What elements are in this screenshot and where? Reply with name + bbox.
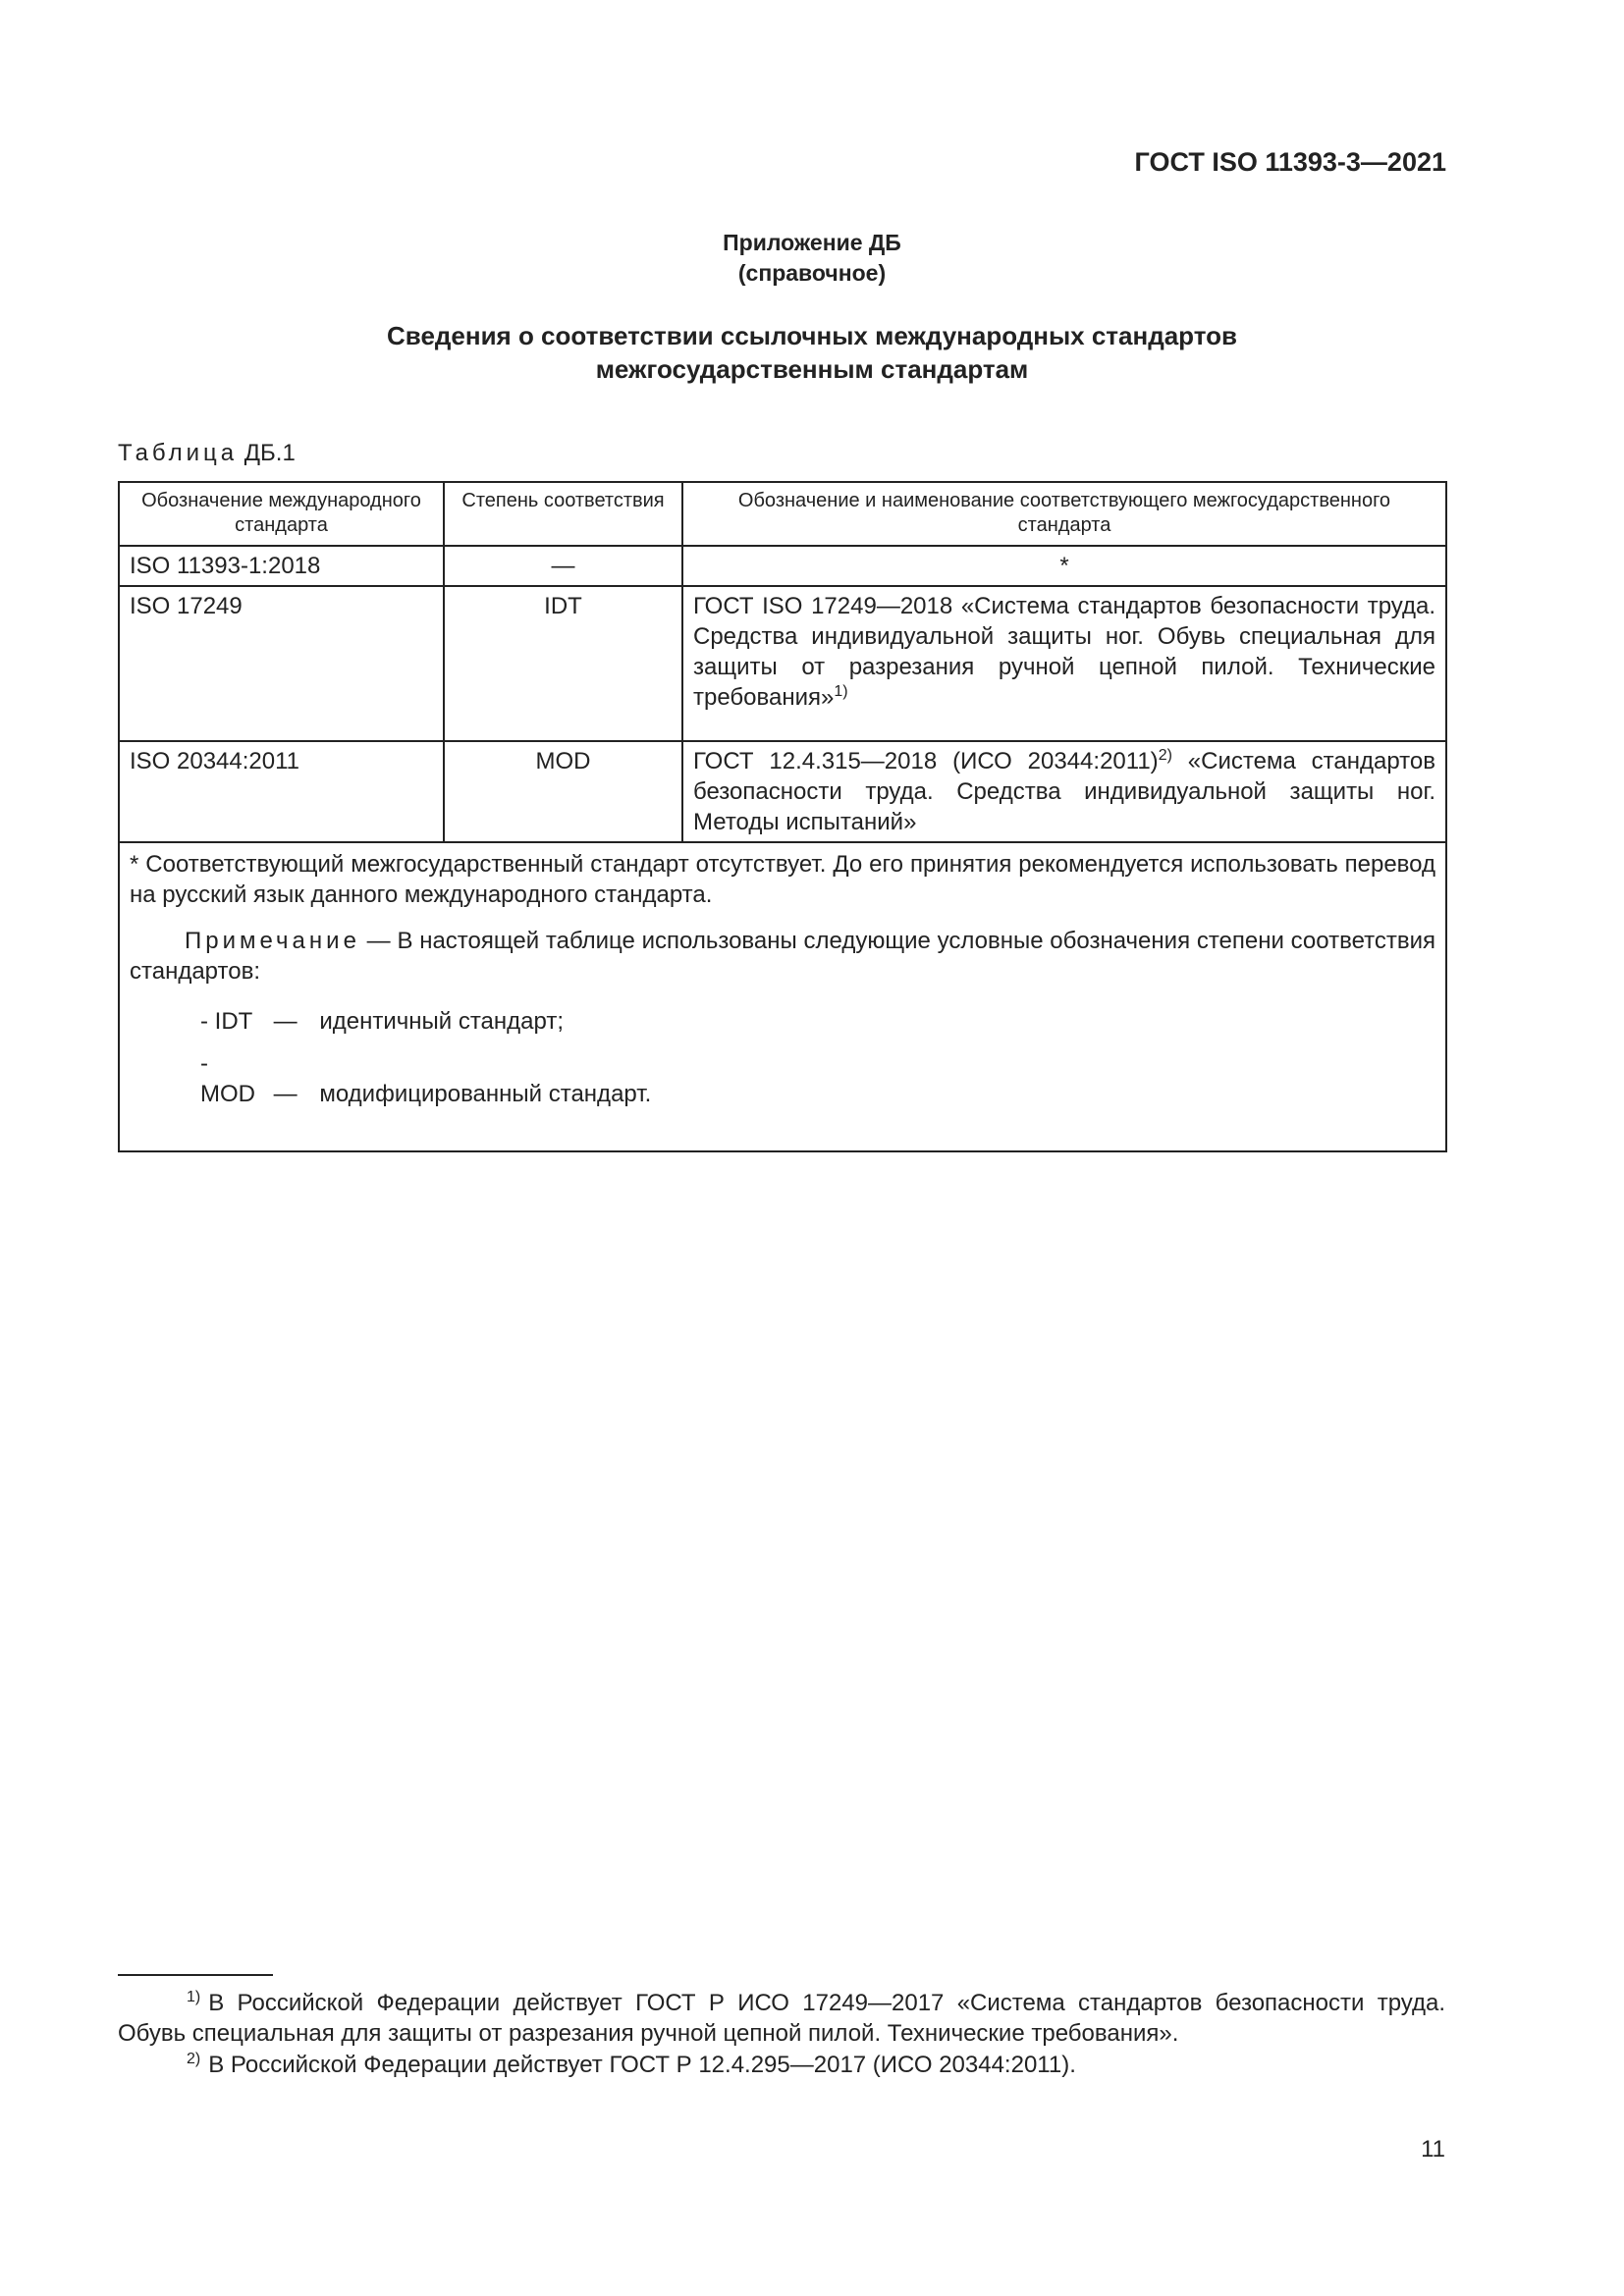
cell-intl-standard: ISO 20344:2011 <box>119 741 444 842</box>
abbreviation-dash: — <box>273 1081 298 1107</box>
section-title-line2: межгосударственным стандартам <box>595 354 1029 384</box>
table-note <box>130 926 1435 987</box>
footnote-separator <box>118 1974 273 1976</box>
standards-table <box>118 481 1447 1152</box>
footnote-text: В Российской Федерации действует ГОСТ Р ИСО 17249—2017 «Система стандартов безопасности труда. Обувь специальная для защиты от разрезания ручной цепной пилой. Технические требования». <box>118 1990 1445 2047</box>
annex-type: (справочное) <box>737 260 887 286</box>
cell-intl-standard: ISO 11393-1:2018 <box>119 546 444 586</box>
abbreviation-code: - MOD <box>200 1050 255 1107</box>
column-header-degree: Степень соответствия <box>444 482 682 546</box>
cell-gost-standard <box>682 586 1446 741</box>
cell-intl-standard: ISO 17249 <box>119 586 444 741</box>
annex-title: Приложение ДБ <box>723 230 901 255</box>
annex-heading <box>0 228 1624 289</box>
cell-degree: — <box>444 546 682 586</box>
abbreviation-item <box>200 1048 1435 1109</box>
column-header-intl-standard: Обозначение международного стандарта <box>119 482 444 546</box>
footnote-ref-2: 2) <box>1158 747 1172 764</box>
cell-gost-standard <box>682 741 1446 842</box>
table-label-word: Таблица <box>118 440 239 466</box>
cell-gost-text: ГОСТ ISO 17249—2018 «Система стандартов безопасности труда. Средства индивидуальной защиты ног. Обувь специальная для защиты от разрезания ручной цепной пилой. Технические требования» <box>693 593 1435 711</box>
table-row <box>119 586 1446 741</box>
footnote-1 <box>118 1988 1445 2049</box>
section-title-line1: Сведения о соответствии ссылочных международных стандартов <box>387 321 1237 350</box>
footnote-text: В Российской Федерации действует ГОСТ Р 12.4.295—2017 (ИСО 20344:2011). <box>208 2052 1076 2078</box>
cell-gost-text: ГОСТ 12.4.315—2018 (ИСО 20344:2011) <box>693 748 1159 774</box>
table-footer-cell <box>119 842 1446 1151</box>
footnote-ref-1: 1) <box>834 683 848 700</box>
table-header-row <box>119 482 1446 546</box>
section-title <box>0 319 1624 386</box>
abbreviation-dash: — <box>273 1008 298 1035</box>
cell-degree: IDT <box>444 586 682 741</box>
note-label: Примечание <box>185 928 360 954</box>
cell-gost-text-tail: «Система стандартов безопасности труда. Средства индивидуальной защиты ног. Методы испытаний» <box>693 748 1435 835</box>
page-number: 11 <box>1421 2136 1445 2163</box>
column-header-gost-standard: Обозначение и наименование соответствующего межгосударственного стандарта <box>682 482 1446 546</box>
cell-gost-text: * <box>1059 553 1069 579</box>
abbreviation-item <box>200 1006 1435 1037</box>
table-star-footnote: * Соответствующий межгосударственный стандарт отсутствует. До его принятия рекомендуется использовать перевод на русский язык данного международного стандарта. <box>130 851 1435 908</box>
table-row <box>119 546 1446 586</box>
footnote-mark: 1) <box>187 1989 201 2005</box>
cell-degree: MOD <box>444 741 682 842</box>
footnote-2 <box>118 2050 1445 2080</box>
abbreviation-meaning: идентичный стандарт; <box>319 1008 564 1035</box>
document-code: ГОСТ ISO 11393-3—2021 <box>1134 147 1446 177</box>
table-footer-row <box>119 842 1446 1151</box>
cell-gost-standard <box>682 546 1446 586</box>
table-label <box>118 440 296 467</box>
table-row <box>119 741 1446 842</box>
abbreviation-meaning: модифицированный стандарт. <box>319 1081 652 1107</box>
abbreviation-code: - IDT <box>200 1008 253 1035</box>
footnote-mark: 2) <box>187 2051 201 2067</box>
table-label-number: ДБ.1 <box>244 440 296 466</box>
note-text: — В настоящей таблице использованы следующие условные обозначения степени соответствия стандартов: <box>130 928 1435 985</box>
